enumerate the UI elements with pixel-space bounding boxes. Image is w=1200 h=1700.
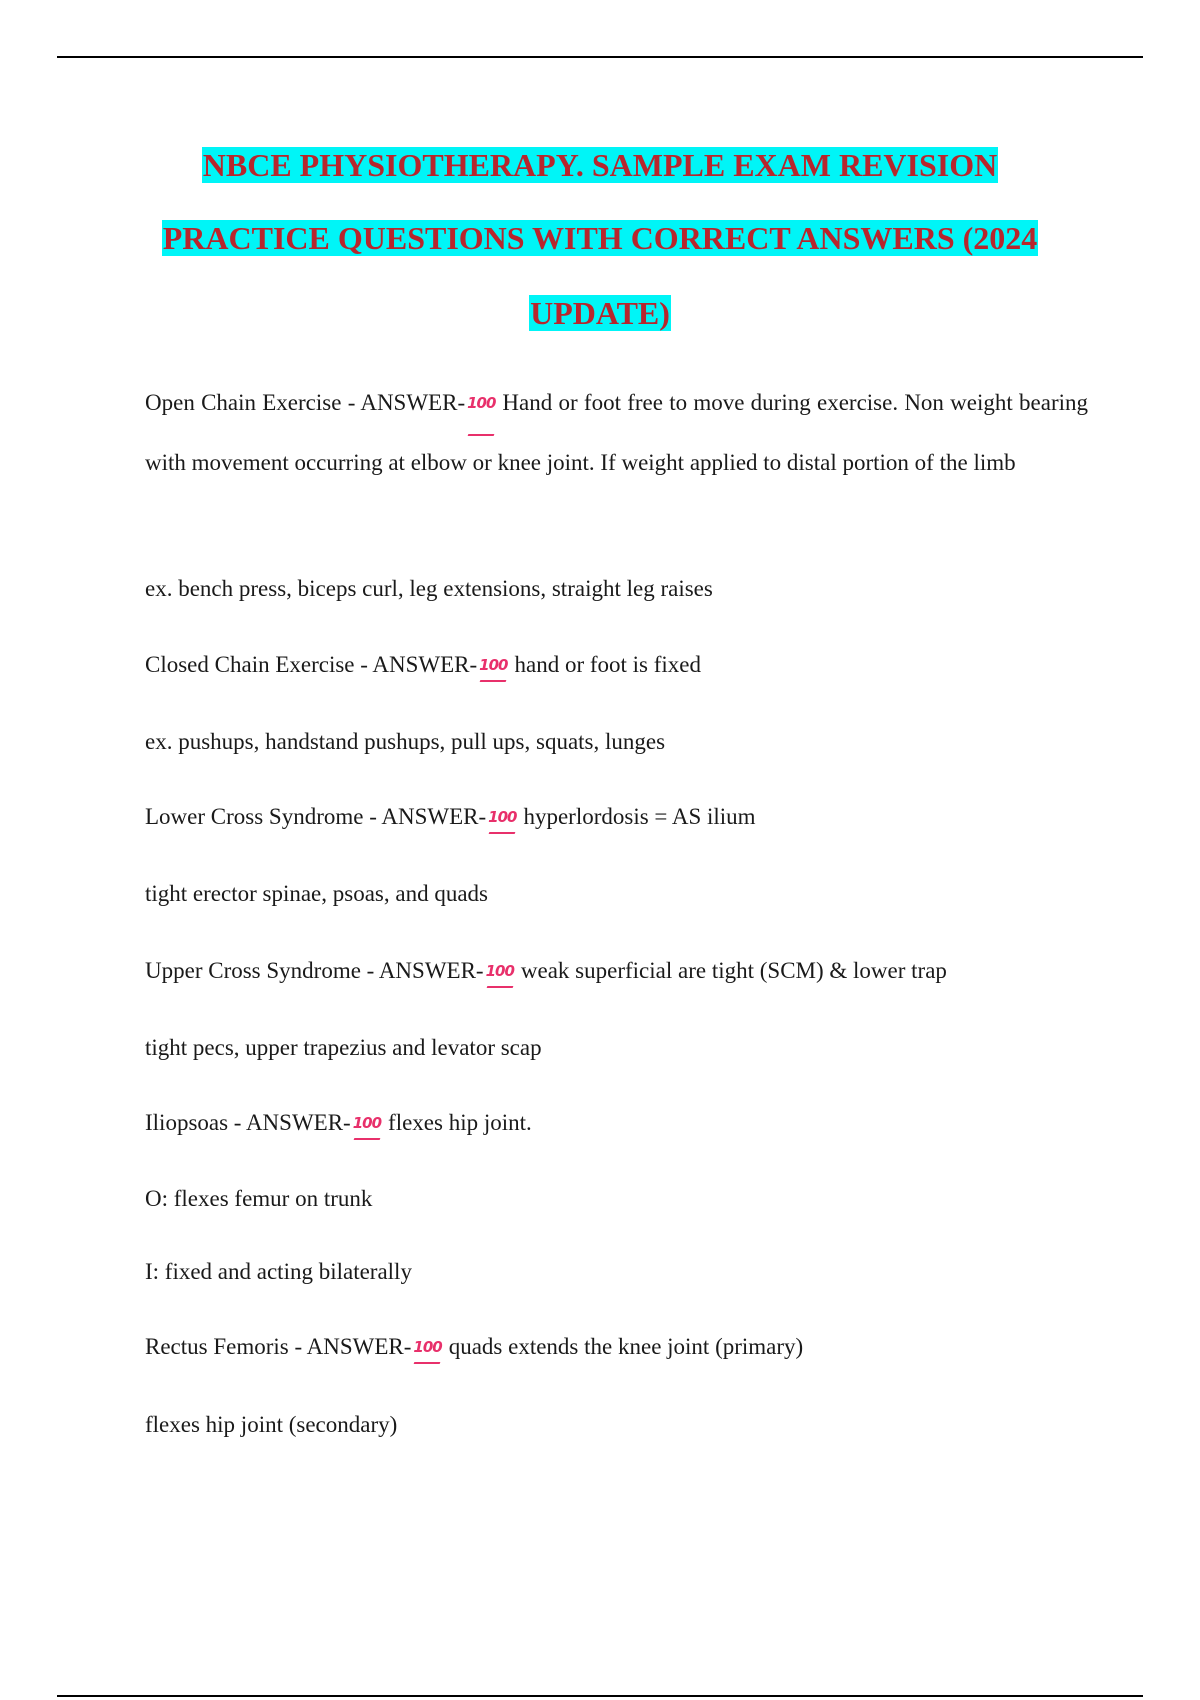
note-iliopsoas-insertion: I: fixed and acting bilaterally (145, 1259, 412, 1284)
question-term: Rectus Femoris - ANSWER- (145, 1334, 412, 1359)
top-rule (57, 56, 1143, 58)
question-term: Upper Cross Syndrome - ANSWER- (145, 958, 484, 983)
note-upper-cross: tight pecs, upper trapezius and levator scap (145, 1035, 542, 1060)
note-open-chain-examples: ex. bench press, biceps curl, leg extensions, straight leg raises (145, 576, 713, 601)
note-lower-cross: tight erector spinae, psoas, and quads (145, 881, 488, 906)
question-term: Lower Cross Syndrome - ANSWER- (145, 804, 487, 829)
answer-text: hyperlordosis = AS ilium (523, 804, 756, 829)
hundred-points-icon: 100 (467, 374, 495, 433)
bottom-rule (57, 1695, 1143, 1697)
question-term: Open Chain Exercise - ANSWER- (145, 390, 466, 415)
hundred-points-icon: 100 (479, 651, 507, 679)
note-rectus-femoris: flexes hip joint (secondary) (145, 1412, 398, 1437)
note-closed-chain-examples: ex. pushups, handstand pushups, pull ups, squats, lunges (145, 729, 666, 754)
qa-item-closed-chain (145, 651, 1088, 679)
answer-text: flexes hip joint. (388, 1110, 532, 1135)
note-iliopsoas-origin: O: flexes femur on trunk (145, 1186, 373, 1211)
hundred-points-icon: 100 (488, 803, 516, 831)
answer-text: weak superficial are tight (SCM) & lower trap (520, 958, 947, 983)
answer-text: Hand or foot free to move during exercise. Non weight bearing with movement occurring at elbow or knee joint. If weight applied to distal portion of the limb (145, 390, 1089, 475)
hundred-points-icon: 100 (353, 1109, 381, 1137)
qa-item-lower-cross (145, 803, 1088, 831)
document-title-line-3: UPDATE) (530, 295, 670, 331)
document-title-line-2: PRACTICE QUESTIONS WITH CORRECT ANSWERS (2024 (162, 220, 1038, 256)
question-term: Closed Chain Exercise - ANSWER- (145, 652, 478, 677)
answer-text: quads extends the knee joint (primary) (448, 1334, 804, 1359)
answer-text: hand or foot is fixed (514, 652, 701, 677)
hundred-points-icon: 100 (413, 1333, 441, 1361)
question-term: Iliopsoas - ANSWER- (145, 1110, 351, 1135)
qa-item-open-chain (145, 373, 1088, 492)
document-title-line-1: NBCE PHYSIOTHERAPY. SAMPLE EXAM REVISION (202, 147, 998, 183)
hundred-points-icon: 100 (486, 957, 514, 985)
qa-item-iliopsoas (145, 1109, 1088, 1137)
qa-item-rectus-femoris (145, 1333, 1088, 1361)
qa-item-upper-cross (145, 957, 1088, 985)
